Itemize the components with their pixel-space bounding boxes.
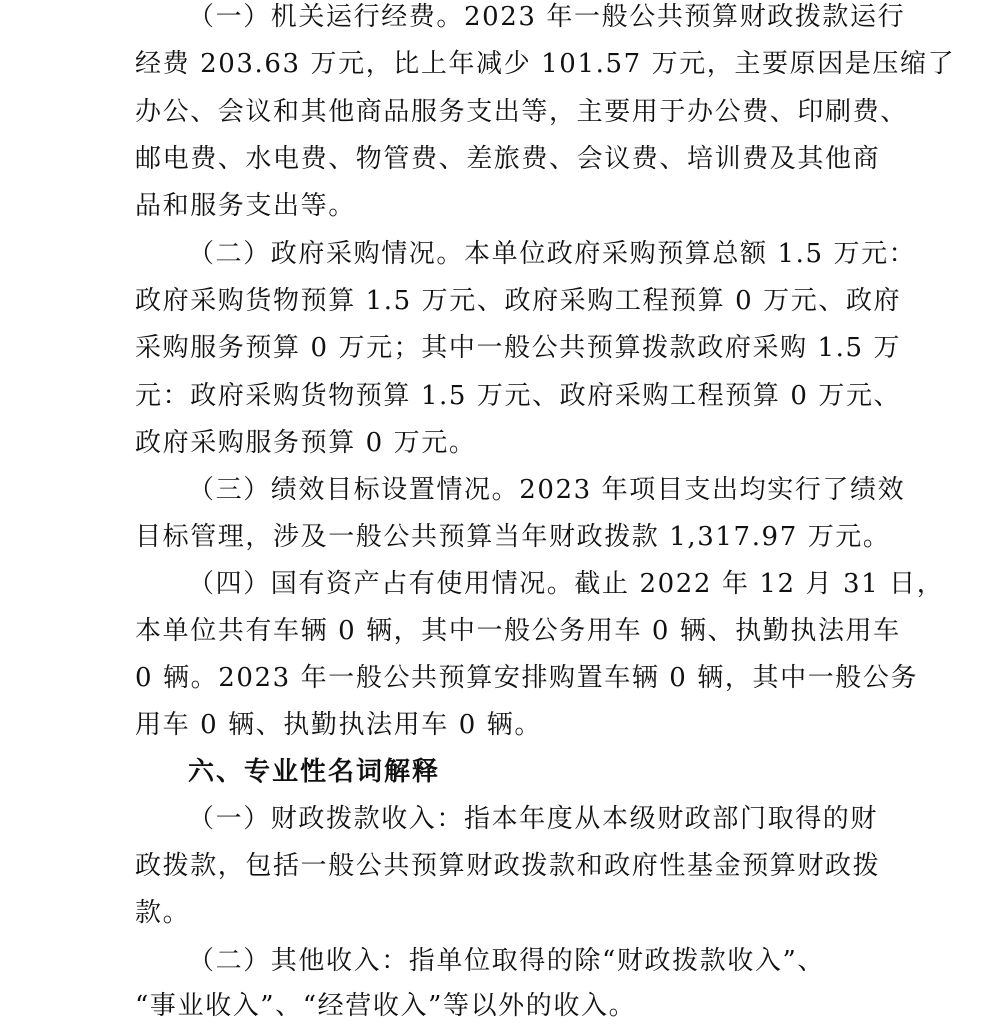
paragraph-line: 政府采购服务预算 0 万元。 — [135, 428, 477, 458]
paragraph-line: 用车 0 辆、执勤执法用车 0 辆。 — [135, 710, 542, 740]
paragraph-line: 本单位共有车辆 0 辆，其中一般公务用车 0 辆、执勤执法用车 — [135, 616, 901, 646]
paragraph-line: 经费 203.63 万元，比上年减少 101.57 万元，主要原因是压缩了 — [135, 49, 956, 79]
paragraph-line: 目标管理，涉及一般公共预算当年财政拨款 1,317.97 万元。 — [135, 522, 891, 552]
paragraph-line: 采购服务预算 0 万元；其中一般公共预算拨款政府采购 1.5 万 — [135, 333, 902, 363]
paragraph-line: 政拨款，包括一般公共预算财政拨款和政府性基金预算财政拨 — [135, 851, 881, 881]
paragraph-line: （一）财政拨款收入：指本年度从本级财政部门取得的财 — [188, 804, 879, 834]
paragraph-line: 0 辆。2023 年一般公共预算安排购置车辆 0 辆，其中一般公务 — [135, 663, 919, 693]
paragraph-line: “事业收入”、“经营收入”等以外的收入。 — [135, 991, 637, 1021]
paragraph-line: 品和服务支出等。 — [135, 191, 356, 221]
paragraph-line: 邮电费、水电费、物管费、差旅费、会议费、培训费及其他商 — [135, 144, 881, 174]
paragraph-line: 办公、会议和其他商品服务支出等，主要用于办公费、印刷费、 — [135, 97, 908, 127]
paragraph-line: （四）国有资产占有使用情况。截止 2022 年 12 月 31 日， — [188, 569, 945, 599]
paragraph-line: （三）绩效目标设置情况。2023 年项目支出均实行了绩效 — [188, 475, 906, 505]
paragraph-line: （二）其他收入：指单位取得的除“财政拨款收入”、 — [188, 946, 825, 976]
paragraph-line: 元：政府采购货物预算 1.5 万元、政府采购工程预算 0 万元、 — [135, 381, 902, 411]
paragraph-line: （二）政府采购情况。本单位政府采购预算总额 1.5 万元： — [188, 239, 917, 269]
paragraph-line: 款。 — [135, 898, 191, 928]
section-heading: 六、专业性名词解释 — [188, 757, 441, 787]
paragraph-line: （一）机关运行经费。2023 年一般公共预算财政拨款运行 — [188, 2, 906, 32]
paragraph-line: 政府采购货物预算 1.5 万元、政府采购工程预算 0 万元、政府 — [135, 286, 902, 316]
